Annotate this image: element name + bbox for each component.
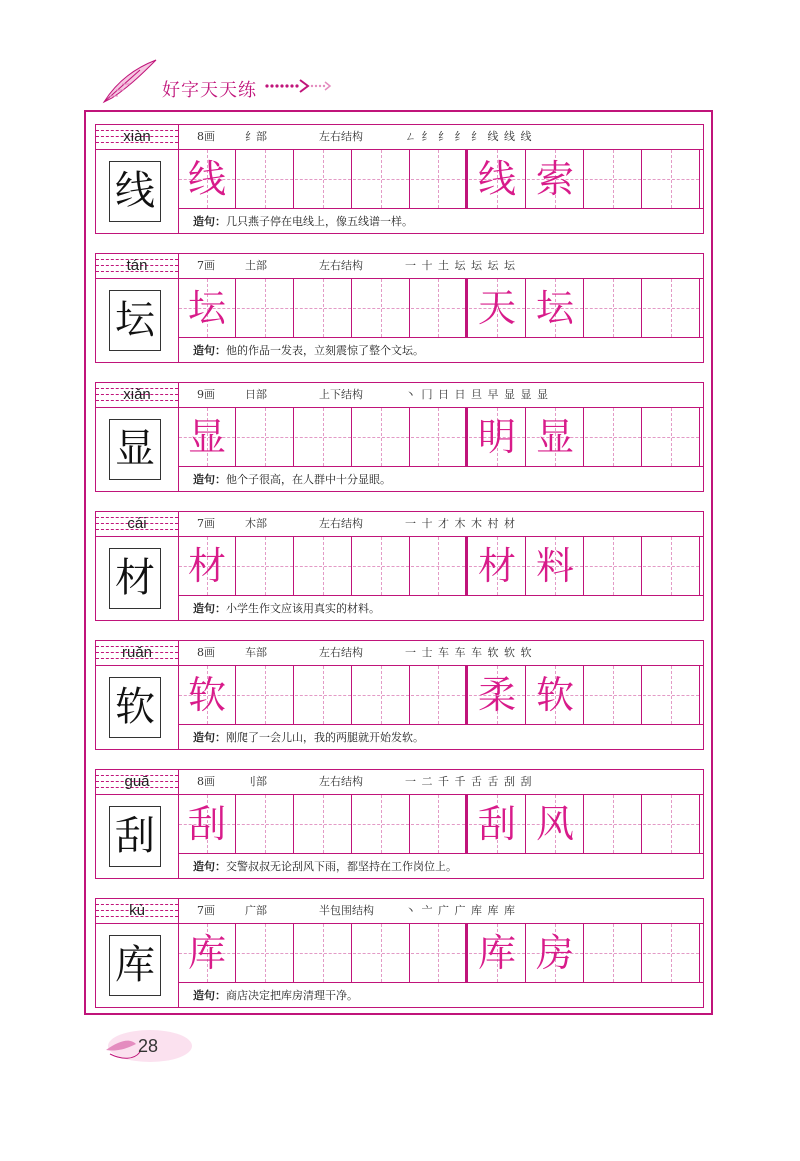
practice-cell[interactable] (643, 924, 700, 982)
practice-cell[interactable] (353, 408, 410, 466)
practice-cell[interactable] (179, 537, 236, 595)
practice-grid (179, 278, 703, 338)
model-character-cell (96, 923, 179, 1008)
character-info (179, 254, 703, 278)
model-character-cell (96, 149, 179, 234)
example-sentence (179, 338, 703, 363)
practice-cell[interactable] (643, 666, 700, 724)
stroke-count: 9画 (197, 388, 215, 401)
practice-cell[interactable] (179, 924, 236, 982)
practice-cell[interactable] (295, 924, 352, 982)
practice-cell[interactable] (411, 666, 468, 724)
stroke-order: 一 十 才 木 木 村 材 (405, 517, 516, 530)
practice-grid (179, 794, 703, 854)
practice-character: 库 (187, 931, 226, 975)
character-block (95, 382, 704, 492)
practice-character: 线 (187, 157, 226, 201)
practice-cell[interactable] (527, 537, 584, 595)
sentence-label: 造句： (193, 602, 226, 615)
practice-cell[interactable] (179, 150, 236, 208)
feather-pen-icon (100, 56, 160, 106)
stroke-count: 7画 (197, 904, 215, 917)
pinyin: guā (124, 773, 150, 790)
feather-decoration-icon (100, 1020, 220, 1080)
practice-cell[interactable] (643, 408, 700, 466)
character-info (179, 899, 703, 923)
pinyin-cell (96, 770, 179, 794)
practice-grid (179, 407, 703, 467)
practice-cell[interactable] (295, 408, 352, 466)
sentence-label: 造句： (193, 215, 226, 228)
practice-cell[interactable] (469, 150, 526, 208)
model-character: 库 (109, 935, 161, 996)
practice-cell[interactable] (643, 537, 700, 595)
practice-cell[interactable] (295, 537, 352, 595)
character-block (95, 769, 704, 879)
sentence-label: 造句： (193, 731, 226, 744)
practice-cell[interactable] (469, 279, 526, 337)
practice-cell[interactable] (353, 795, 410, 853)
sentence-text: 几只燕子停在电线上，像五线谱一样。 (226, 215, 413, 228)
practice-cell[interactable] (469, 795, 526, 853)
practice-cell[interactable] (237, 279, 294, 337)
stroke-count: 8画 (197, 130, 215, 143)
stroke-order: 一 二 千 千 舌 舌 刮 刮 (405, 775, 533, 788)
practice-cell[interactable] (295, 666, 352, 724)
stroke-order: ㄥ 纟 纟 纟 纟 线 线 线 (405, 130, 533, 143)
practice-cell[interactable] (237, 150, 294, 208)
word-character-1: 线 (477, 157, 516, 201)
pinyin: tán (126, 257, 148, 274)
stroke-order: 一 士 车 车 车 软 软 软 (405, 646, 533, 659)
practice-cell[interactable] (585, 408, 642, 466)
sentence-text: 小学生作文应该用真实的材料。 (226, 602, 380, 615)
structure: 左右结构 (319, 259, 363, 272)
example-sentence (179, 467, 703, 492)
example-sentence (179, 854, 703, 879)
stroke-count: 7画 (197, 259, 215, 272)
pinyin: kù (129, 902, 145, 919)
practice-cell[interactable] (469, 408, 526, 466)
sentence-text: 他个子很高，在人群中十分显眼。 (226, 473, 391, 486)
sentence-text: 刚爬了一会儿山，我的两腿就开始发软。 (226, 731, 424, 744)
pinyin-cell (96, 125, 179, 149)
practice-cell[interactable] (179, 795, 236, 853)
practice-grid (179, 536, 703, 596)
stroke-count: 7画 (197, 517, 215, 530)
radical: 广部 (245, 904, 267, 917)
structure: 左右结构 (319, 517, 363, 530)
character-block (95, 511, 704, 621)
model-character-cell (96, 536, 179, 621)
word-character-2: 房 (535, 931, 574, 975)
structure: 左右结构 (319, 775, 363, 788)
character-block (95, 640, 704, 750)
practice-cell[interactable] (295, 279, 352, 337)
practice-cell[interactable] (585, 795, 642, 853)
practice-cell[interactable] (411, 924, 468, 982)
stroke-order: 一 十 土 坛 坛 坛 坛 (405, 259, 516, 272)
practice-cell[interactable] (469, 537, 526, 595)
character-info (179, 512, 703, 536)
page-footer (100, 1020, 220, 1080)
radical: 刂部 (245, 775, 267, 788)
stroke-count: 8画 (197, 646, 215, 659)
practice-character: 显 (187, 415, 226, 459)
character-info (179, 770, 703, 794)
practice-cell[interactable] (585, 924, 642, 982)
structure: 半包围结构 (319, 904, 374, 917)
practice-cell[interactable] (527, 408, 584, 466)
radical: 日部 (245, 388, 267, 401)
character-block (95, 253, 704, 363)
character-info (179, 383, 703, 407)
page-header (100, 56, 360, 106)
model-character: 软 (109, 677, 161, 738)
pinyin-cell (96, 641, 179, 665)
example-sentence (179, 983, 703, 1008)
practice-cell[interactable] (411, 150, 468, 208)
example-sentence (179, 209, 703, 234)
character-info (179, 641, 703, 665)
example-sentence (179, 596, 703, 621)
practice-cell[interactable] (353, 150, 410, 208)
practice-cell[interactable] (469, 924, 526, 982)
example-sentence (179, 725, 703, 750)
model-character-cell (96, 794, 179, 879)
practice-cell[interactable] (527, 924, 584, 982)
structure: 左右结构 (319, 130, 363, 143)
practice-cell[interactable] (527, 150, 584, 208)
practice-cell[interactable] (179, 666, 236, 724)
practice-grid (179, 665, 703, 725)
word-character-1: 材 (477, 544, 516, 588)
sentence-label: 造句： (193, 860, 226, 873)
practice-character: 软 (187, 673, 226, 717)
radical: 纟部 (245, 130, 267, 143)
dotted-arrow-icon (264, 78, 334, 94)
practice-cell[interactable] (237, 924, 294, 982)
practice-character: 刮 (187, 802, 226, 846)
page-number: 28 (138, 1036, 159, 1056)
word-character-2: 坛 (535, 286, 574, 330)
practice-cell[interactable] (527, 795, 584, 853)
practice-cell[interactable] (179, 279, 236, 337)
radical: 木部 (245, 517, 267, 530)
model-character: 材 (109, 548, 161, 609)
word-character-2: 索 (535, 157, 574, 201)
word-character-2: 风 (535, 802, 574, 846)
practice-cell[interactable] (411, 537, 468, 595)
page-title: 好字天天练 (162, 80, 257, 101)
pinyin-cell (96, 899, 179, 923)
radical: 车部 (245, 646, 267, 659)
word-character-1: 柔 (477, 673, 516, 717)
pinyin: cái (127, 515, 147, 532)
word-character-1: 明 (477, 415, 516, 459)
practice-cell[interactable] (179, 408, 236, 466)
pinyin: xiàn (123, 128, 151, 145)
practice-cell[interactable] (469, 666, 526, 724)
character-block (95, 898, 704, 1008)
practice-cell[interactable] (353, 279, 410, 337)
practice-cell[interactable] (295, 150, 352, 208)
practice-cell[interactable] (237, 666, 294, 724)
model-character: 线 (109, 161, 161, 222)
sentence-text: 他的作品一发表，立刻震惊了整个文坛。 (226, 344, 424, 357)
pinyin: ruǎn (121, 644, 153, 661)
practice-cell[interactable] (237, 537, 294, 595)
pinyin-cell (96, 254, 179, 278)
practice-cell[interactable] (527, 279, 584, 337)
character-info (179, 125, 703, 149)
sentence-text: 商店决定把库房清理干净。 (226, 989, 358, 1002)
sentence-label: 造句： (193, 989, 226, 1002)
practice-cell[interactable] (585, 537, 642, 595)
practice-cell[interactable] (585, 150, 642, 208)
pinyin-cell (96, 383, 179, 407)
word-character-1: 刮 (477, 802, 516, 846)
model-character: 刮 (109, 806, 161, 867)
practice-cell[interactable] (411, 408, 468, 466)
word-character-2: 软 (535, 673, 574, 717)
practice-cell[interactable] (643, 795, 700, 853)
word-character-1: 库 (477, 931, 516, 975)
stroke-count: 8画 (197, 775, 215, 788)
practice-character: 材 (187, 544, 226, 588)
sentence-label: 造句： (193, 344, 226, 357)
model-character-cell (96, 407, 179, 492)
structure: 上下结构 (319, 388, 363, 401)
word-character-2: 料 (535, 544, 574, 588)
stroke-order: 丶 亠 广 广 库 库 库 (405, 904, 516, 917)
practice-cell[interactable] (527, 666, 584, 724)
practice-character: 坛 (187, 286, 226, 330)
practice-grid (179, 923, 703, 983)
pinyin: xiǎn (123, 386, 151, 403)
structure: 左右结构 (319, 646, 363, 659)
practice-cell[interactable] (237, 408, 294, 466)
radical: 土部 (245, 259, 267, 272)
word-character-1: 天 (477, 286, 516, 330)
practice-cell[interactable] (411, 279, 468, 337)
model-character-cell (96, 665, 179, 750)
practice-cell[interactable] (585, 666, 642, 724)
pinyin-cell (96, 512, 179, 536)
practice-grid (179, 149, 703, 209)
practice-cell[interactable] (643, 150, 700, 208)
practice-cell[interactable] (585, 279, 642, 337)
practice-cell[interactable] (353, 666, 410, 724)
practice-cell[interactable] (237, 795, 294, 853)
practice-cell[interactable] (353, 537, 410, 595)
practice-cell[interactable] (353, 924, 410, 982)
stroke-order: 丶 冂 日 日 旦 早 显 显 显 (405, 388, 549, 401)
model-character: 坛 (109, 290, 161, 351)
practice-cell[interactable] (643, 279, 700, 337)
model-character-cell (96, 278, 179, 363)
practice-cell[interactable] (295, 795, 352, 853)
character-block (95, 124, 704, 234)
sentence-label: 造句： (193, 473, 226, 486)
practice-cell[interactable] (411, 795, 468, 853)
word-character-2: 显 (535, 415, 574, 459)
model-character: 显 (109, 419, 161, 480)
sentence-text: 交警叔叔无论刮风下雨，都坚持在工作岗位上。 (226, 860, 457, 873)
